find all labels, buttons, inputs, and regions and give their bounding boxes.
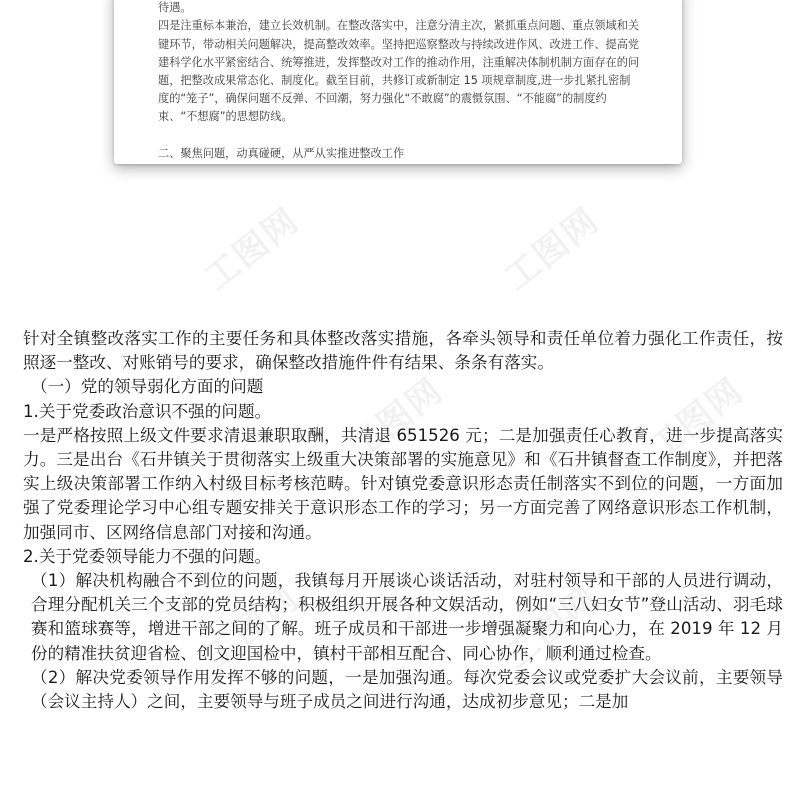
- preview-line-2: 待遇。: [158, 1, 192, 15]
- preview-text-block: [158, 0, 640, 164]
- watermark: 工图网: [497, 578, 608, 677]
- item-2-paragraph-1: （1）解决机构融合不到位的问题，我镇每月开展谈心谈话活动，对驻村领导和干部的人员进行调动，合理分配机关三个支部的党员结构；积极组织开展各种文娱活动，例如“三八妇女节”登山活动、羽毛球赛和篮球赛等，增进干部之间的了解。班子成员和干部进一步增强凝聚力和向心力，在 2019 年 12 月份的精准扶贫迎省检、创文迎国检中，镇村干部相互配合、同心协作，顺利通过检查。: [31, 571, 783, 663]
- watermark: 工图网: [341, 370, 452, 469]
- watermark: 工图网: [197, 578, 308, 677]
- item-1-body: 一是严格按照上级文件要求清退兼职取酬，共清退 651526 元；二是加强责任心教育，进一步提高落实力。三是出台《石井镇关于贯彻落实上级重大决策部署的实施意见》和《石井镇督查工作制度》，并把落实上级决策部署工作纳入村级目标考核范畴。针对镇党委意识形态责任制落实不到位的问题，一方面加强了党委理论学习中心组专题安排关于意识形态工作的学习；另一方面完善了网络意识形态工作机制，加强同市、区网络信息部门对接和沟通。: [23, 425, 783, 542]
- preview-section-heading: 二、聚焦问题，动真碰硬，从严从实推进整改工作: [158, 146, 405, 160]
- preview-paragraph-4: 四是注重标本兼治，建立长效机制。在整改落实中，注意分清主次，紧抓重点问题、重点领域和关键环节，带动相关问题解决，提高整改效率。坚持把巡察整改与持续改进作风、改进工作、提高党建科学化水平紧密结合、统筹推进，发挥整改对工作的推动作用，注重解决体制机制方面存在的问题，把整改成果常态化、制度化。截至目前，共修订或新制定 15 项规章制度,进一步扎紧扎密制度的“笼子”，确保问题不反弹、不回潮，努力强化“不敢腐”的震慑氛围、“不能腐”的制度约束、“不想腐”的思想防线。: [158, 19, 640, 124]
- watermark: 工图网: [197, 200, 308, 299]
- heading-party-leadership: （一）党的领导弱化方面的问题: [31, 377, 264, 397]
- item-2-title: 2.关于党委领导能力不强的问题。: [23, 546, 272, 566]
- document-preview-card: [114, 0, 682, 164]
- document-body: [23, 327, 783, 714]
- intro-paragraph: 针对全镇整改落实工作的主要任务和具体整改落实措施，各牵头领导和责任单位着力强化工作责任，按照逐一整改、对账销号的要求，确保整改措施件件有结果、条条有落实。: [23, 329, 783, 373]
- item-1-title: 1.关于党委政治意识不强的问题。: [23, 401, 272, 421]
- item-2-paragraph-2: （2）解决党委领导作用发挥不够的问题，一是加强沟通。每次党委会议或党委扩大会议前，主要领导（会议主持人）之间，主要领导与班子成员之间进行沟通，达成初步意见；二是加: [31, 667, 783, 712]
- watermark: 工图网: [641, 370, 752, 469]
- watermark: 工图网: [497, 200, 608, 299]
